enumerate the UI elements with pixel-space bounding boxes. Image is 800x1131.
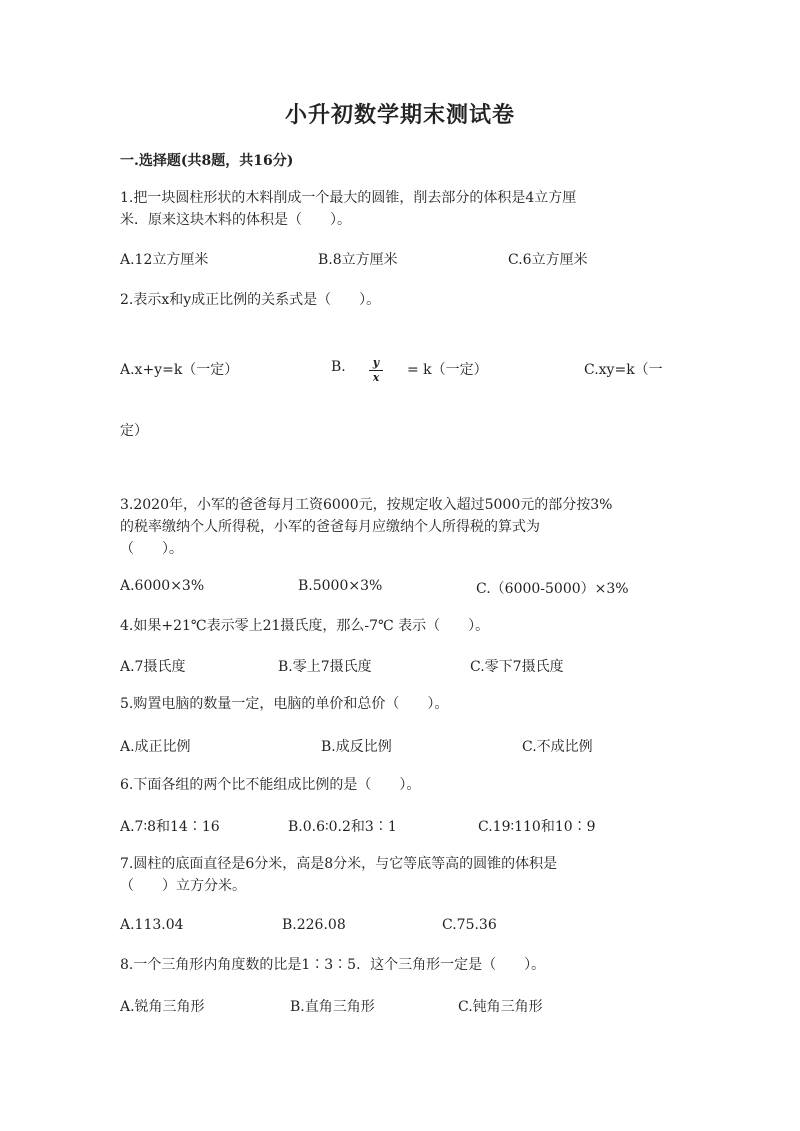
fraction-numerator: y	[372, 356, 380, 369]
question-1-line-1: 1.把一块圆柱形状的木料削成一个最大的圆锥，削去部分的体积是4立方厘	[120, 190, 577, 206]
q1-option-b: B.8立方厘米	[318, 252, 398, 268]
question-2: 2.表示x和y成正比例的关系式是（ ）。	[120, 292, 381, 308]
q8-option-b: B.直角三角形	[290, 999, 375, 1015]
q3-option-c: C.（6000-5000）×3%	[476, 581, 629, 597]
q4-option-a: A.7摄氏度	[120, 659, 186, 675]
q6-option-a: A.7∶8和14∶16	[120, 819, 220, 835]
q3-option-a: A.6000×3%	[120, 578, 205, 594]
q8-option-c: C.钝角三角形	[458, 999, 543, 1015]
question-5: 5.购置电脑的数量一定，电脑的单价和总价（ ）。	[120, 696, 449, 712]
question-6: 6.下面各组的两个比不能组成比例的是（ ）。	[120, 777, 421, 793]
q1-option-c: C.6立方厘米	[508, 252, 588, 268]
q4-option-b: B.零上7摄氏度	[278, 659, 372, 675]
q1-option-a: A.12立方厘米	[120, 252, 209, 268]
fraction-y-over-x	[369, 357, 383, 384]
q6-option-c: C.19∶110和10∶9	[478, 819, 596, 835]
q2-option-a: A.x+y=k（一定）	[120, 362, 239, 378]
q7-option-c: C.75.36	[442, 917, 497, 933]
question-4: 4.如果+21℃表示零上21摄氏度，那么-7℃ 表示（ ）。	[120, 618, 490, 634]
q4-option-c: C.零下7摄氏度	[470, 659, 564, 675]
q5-option-b: B.成反比例	[321, 739, 392, 755]
fraction-denominator: x	[372, 371, 380, 384]
question-8: 8.一个三角形内角度数的比是1∶3∶5．这个三角形一定是（ ）。	[120, 957, 546, 973]
q7-option-b: B.226.08	[282, 917, 346, 933]
q3-option-b: B.5000×3%	[298, 578, 383, 594]
q2-option-c: C.xy=k（一	[584, 362, 663, 378]
q2-option-c-wrap: 定）	[120, 423, 148, 439]
page-title: 小升初数学期末测试卷	[284, 102, 515, 128]
q8-option-a: A.锐角三角形	[120, 999, 205, 1015]
question-7-line-1: 7.圆柱的底面直径是6分米，高是8分米，与它等底等高的圆锥的体积是	[120, 856, 558, 872]
question-3-line-3: （ ）。	[120, 541, 183, 557]
q5-option-c: C.不成比例	[522, 739, 593, 755]
q5-option-a: A.成正比例	[120, 739, 191, 755]
q2-option-b-rest: = k（一定）	[407, 362, 488, 378]
q2-option-b-label: B.	[331, 359, 346, 375]
q6-option-b: B.0.6∶0.2和3∶1	[288, 819, 397, 835]
section-heading: 一.选择题(共8题，共16分)	[120, 153, 294, 169]
question-3	[120, 494, 612, 560]
question-1-line-2: 米．原来这块木料的体积是（ ）。	[120, 212, 351, 228]
question-3-line-2: 的税率缴纳个人所得税，小军的爸爸每月应缴纳个人所得税的算式为	[120, 519, 540, 535]
question-7	[120, 853, 557, 897]
question-3-line-1: 3.2020年，小军的爸爸每月工资6000元，按规定收入超过5000元的部分按3%	[120, 497, 613, 513]
q7-option-a: A.113.04	[120, 917, 184, 933]
question-1	[120, 187, 576, 231]
question-7-line-2: （ ）立方分米。	[120, 878, 246, 894]
